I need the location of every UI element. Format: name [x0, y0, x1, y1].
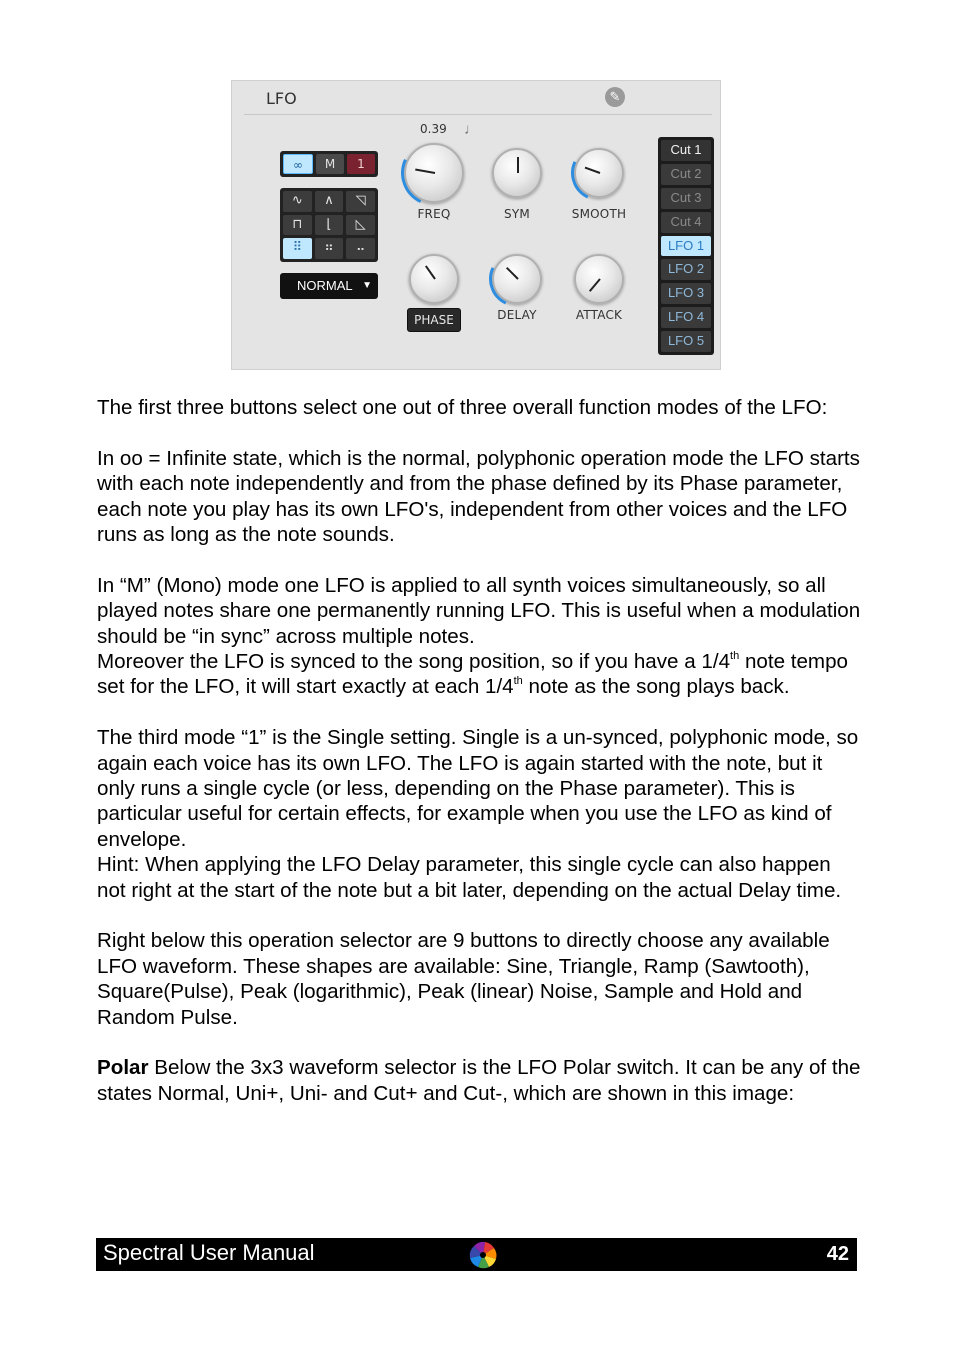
freq-control [394, 143, 474, 221]
smooth-knob[interactable] [574, 148, 624, 198]
lfo-panel-image [231, 80, 721, 370]
target-lfo-2[interactable]: LFO 2 [661, 259, 711, 280]
target-lfo-5[interactable]: LFO 5 [661, 331, 711, 352]
freq-knob[interactable] [404, 143, 464, 203]
page-footer [96, 1238, 857, 1271]
superscript: th [730, 650, 740, 663]
polar-value: NORMAL [297, 278, 353, 293]
header-divider [244, 114, 712, 115]
attack-indicator [589, 278, 601, 292]
target-lfo-3[interactable]: LFO 3 [661, 283, 711, 304]
phase-indicator [425, 265, 436, 279]
mode-single-button[interactable]: 1 [347, 154, 375, 174]
polar-text: Below the 3x3 waveform selector is the LFO Polar switch. It can be any of the states Normal, Uni+, Uni- and Cut+ and Cut-, which are shown in this image: [97, 1056, 861, 1105]
target-cut-1[interactable]: Cut 1 [661, 140, 711, 161]
target-cut-2[interactable]: Cut 2 [661, 164, 711, 185]
wave-sine-button[interactable]: ∿ [283, 191, 312, 212]
page-number: 42 [826, 1243, 849, 1265]
delay-knob[interactable] [492, 254, 542, 304]
mono-sync-text-2: note tempo set for the LFO, it will start exactly at each 1/4 [97, 650, 848, 699]
rate-value: 0.39 [420, 122, 447, 136]
delay-label: DELAY [497, 308, 537, 322]
freq-label: FREQ [417, 207, 451, 221]
target-selector [658, 137, 714, 355]
wave-sample-hold-button[interactable]: ⠶ [315, 238, 344, 259]
wave-square-button[interactable]: ⊓ [283, 215, 312, 236]
wave-noise-button[interactable]: ⠿ [283, 238, 312, 259]
wave-peak-log-button[interactable]: ⌊ [315, 215, 344, 236]
target-cut-3[interactable]: Cut 3 [661, 188, 711, 209]
target-lfo-4[interactable]: LFO 4 [661, 307, 711, 328]
note-icon[interactable]: ♩ [464, 121, 479, 138]
panel-header [232, 81, 720, 115]
single-hint-text: Hint: When applying the LFO Delay parameter, this single cycle can also happen not right at the start of the note but a bit later, depending on the actual Delay time. [97, 853, 842, 902]
target-lfo-1[interactable]: LFO 1 [661, 236, 711, 257]
wave-peak-lin-button[interactable]: ◺ [346, 215, 375, 236]
delay-control [477, 254, 557, 322]
sym-knob[interactable] [492, 148, 542, 198]
target-cut-4[interactable]: Cut 4 [661, 212, 711, 233]
paragraph-infinite-mode: In oo = Infinite state, which is the normal, polyphonic operation mode the LFO starts with each note independently and from the phase defined by its Phase parameter, each note you play has its own LFO's, independent from other voices and the LFO runs as long as the note sounds. [97, 446, 860, 547]
wave-random-pulse-button[interactable]: ⠤ [346, 238, 375, 259]
sym-indicator [517, 157, 519, 173]
sym-control [477, 148, 557, 221]
paragraph-mono-mode [97, 573, 862, 700]
wave-ramp-button[interactable]: ◹ [346, 191, 375, 212]
mono-sync-text-1: Moreover the LFO is synced to the song position, so if you have a 1/4 [97, 650, 731, 674]
phase-button[interactable]: PHASE [407, 308, 461, 332]
waveform-selector [280, 188, 378, 262]
smooth-control [559, 148, 639, 221]
footer-title: Spectral User Manual [103, 1240, 315, 1265]
attack-control [559, 254, 639, 322]
paragraph-polar [97, 1055, 862, 1106]
phase-control [394, 254, 474, 332]
single-mode-text: The third mode “1” is the Single setting. Single is a un-synced, polyphonic mode, so again each voice has its own LFO. The LFO is again started with the note, but it only runs a single cycle (or less, depending on the Phase parameter). This is particular useful for certain effects, for example when you use the LFO as kind of envelope. [97, 726, 859, 851]
polar-dropdown[interactable] [280, 273, 378, 299]
mode-infinite-button[interactable]: ∞ [283, 154, 313, 174]
attack-knob[interactable] [574, 254, 624, 304]
phase-knob[interactable] [409, 254, 459, 304]
paragraph-intro: The first three buttons select one out of three overall function modes of the LFO: [97, 396, 828, 419]
paragraph-single-mode [97, 725, 862, 903]
polar-heading: Polar [97, 1056, 149, 1080]
paragraph-waveforms: Right below this operation selector are 9 buttons to directly choose any available LFO waveform. These shapes are available: Sine, Triangle, Ramp (Sawtooth), Square(Pulse), Peak (logarithmic), Peak (linear) Noise, Sample and Hold and Random Pulse. [97, 929, 830, 1029]
smooth-label: SMOOTH [571, 207, 627, 221]
mono-sync-text-3: note as the song plays back. [522, 675, 790, 699]
manual-body [97, 395, 862, 1132]
panel-title: LFO [266, 89, 297, 108]
chevron-down-icon: ▼ [362, 280, 372, 291]
wrench-icon[interactable]: ✎ [605, 87, 625, 107]
mode-mono-button[interactable]: M [316, 154, 344, 174]
spectral-logo-icon [467, 1239, 499, 1271]
attack-label: ATTACK [575, 308, 623, 322]
mono-mode-text: In “M” (Mono) mode one LFO is applied to all synth voices simultaneously, so all played notes share one permanently running LFO. This is useful when a modulation should be “in sync” across multiple notes. [97, 573, 861, 648]
superscript: th [513, 675, 523, 688]
mode-selector [280, 151, 378, 177]
wave-triangle-button[interactable]: ∧ [315, 191, 344, 212]
sym-label: SYM [504, 207, 530, 221]
